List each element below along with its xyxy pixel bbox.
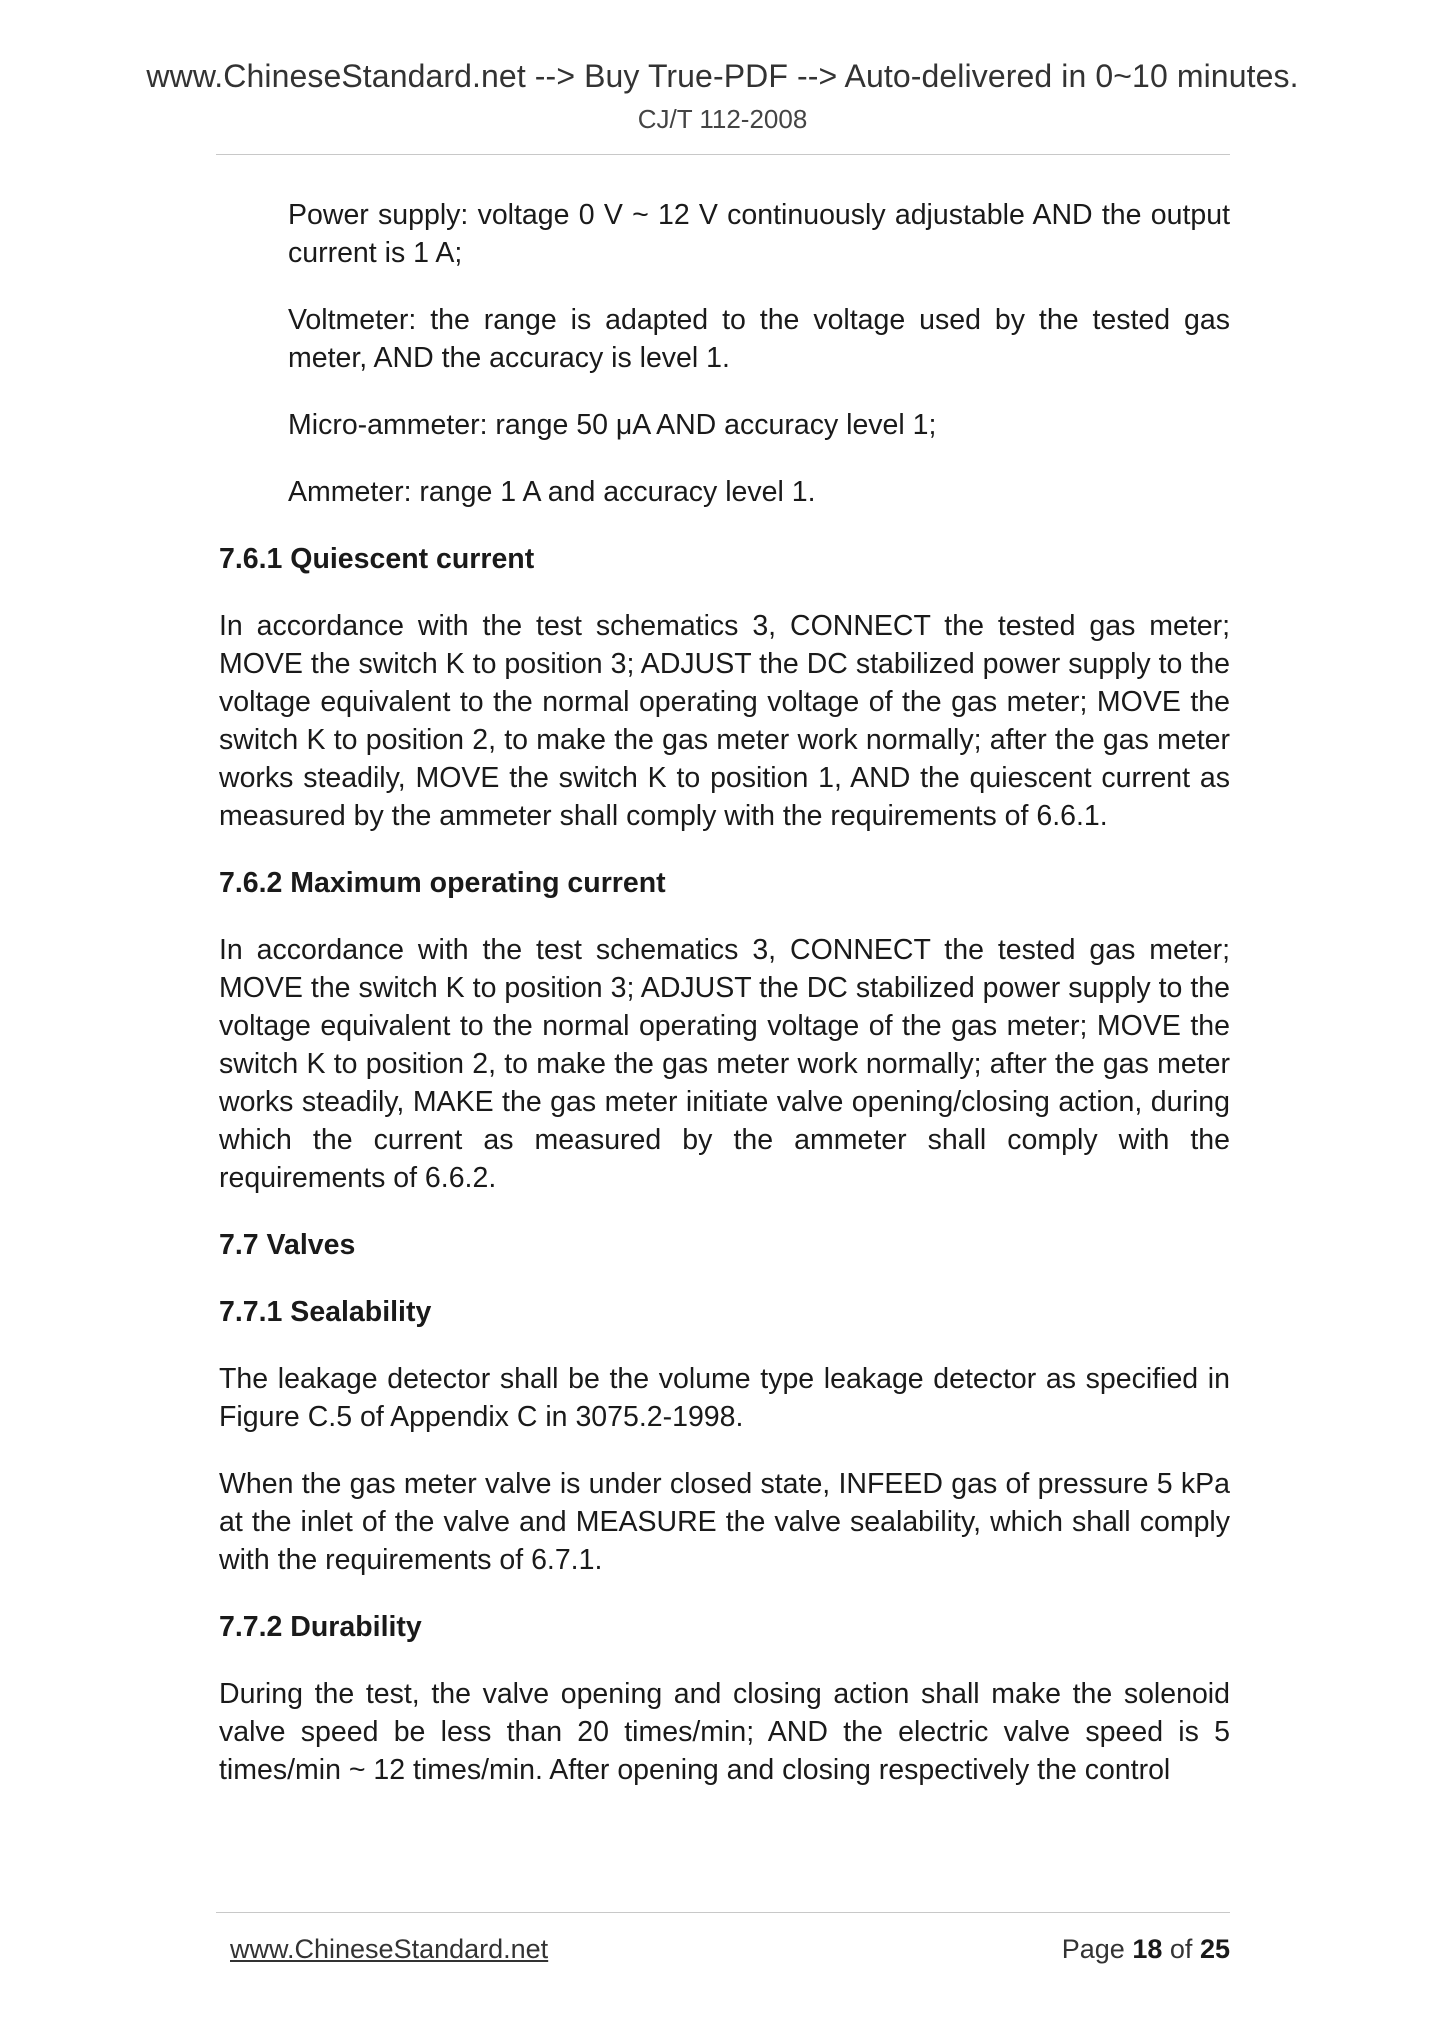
section-7-6-2-heading: 7.6.2 Maximum operating current [219, 867, 666, 899]
section-7-6-2-text: In accordance with the test schematics 3, CONNECT the tested gas meter; MOVE the switch K to position 3; ADJUST the DC stabilized power supply to the voltage equivalent to the normal operating voltage of the gas meter; MOVE the switch K to position 2, to make the gas meter work normally; after the gas meter works steadily, MAKE the gas meter initiate valve opening/closing action, during which the current as measured by the ammeter shall comply with the requirements of 6.6.2. [219, 934, 1230, 1194]
section-7-7-1-text-2: When the gas meter valve is under closed state, INFEED gas of pressure 5 kPa at the inlet of the valve and MEASURE the valve sealability, which shall comply with the requirements of 6.7.1. [219, 1468, 1230, 1576]
section-7-7-heading: 7.7 Valves [219, 1229, 356, 1261]
footer-divider [216, 1912, 1230, 1913]
section-7-7-2-text: During the test, the valve opening and closing action shall make the solenoid valve speed be less than 20 times/min; AND the electric valve speed is 5 times/min ~ 12 times/min. After opening and closing respectively the control [219, 1678, 1230, 1786]
equipment-voltmeter: Voltmeter: the range is adapted to the voltage used by the tested gas meter, AND the accuracy is level 1. [288, 304, 1230, 374]
page-current: 18 [1132, 1934, 1163, 1964]
equipment-power-supply: Power supply: voltage 0 V ~ 12 V continuously adjustable AND the output current is 1 A; [288, 199, 1230, 269]
document-body [219, 196, 1230, 1789]
section-7-6-1-text: In accordance with the test schematics 3, CONNECT the tested gas meter; MOVE the switch K to position 3; ADJUST the DC stabilized power supply to the voltage equivalent to the normal operating voltage of the gas meter; MOVE the switch K to position 2, to make the gas meter work normally; after the gas meter works steadily, MOVE the switch K to position 1, AND the quiescent current as measured by the ammeter shall comply with the requirements of 6.6.1. [219, 610, 1230, 832]
section-7-6-1-heading: 7.6.1 Quiescent current [219, 543, 535, 575]
equipment-micro-ammeter: Micro-ammeter: range 50 μA AND accuracy level 1; [288, 409, 937, 441]
page-label: Page [1061, 1934, 1125, 1964]
page-total: 25 [1199, 1934, 1230, 1964]
standard-code: CJ/T 112-2008 [637, 104, 808, 134]
section-7-7-1-text-1: The leakage detector shall be the volume type leakage detector as specified in Figure C.5 of Appendix C in 3075.2-1998. [219, 1363, 1230, 1433]
section-7-7-1-heading: 7.7.1 Sealability [219, 1296, 432, 1328]
footer-site-link[interactable]: www.ChineseStandard.net [230, 1934, 549, 1964]
header-divider [216, 154, 1230, 155]
header-banner: www.ChineseStandard.net --> Buy True-PDF --> Auto-delivered in 0~10 minutes. [146, 58, 1299, 94]
page-of: of [1169, 1934, 1193, 1964]
equipment-ammeter: Ammeter: range 1 A and accuracy level 1. [288, 476, 816, 508]
page-number [1062, 1934, 1230, 1965]
section-7-7-2-heading: 7.7.2 Durability [219, 1611, 422, 1643]
